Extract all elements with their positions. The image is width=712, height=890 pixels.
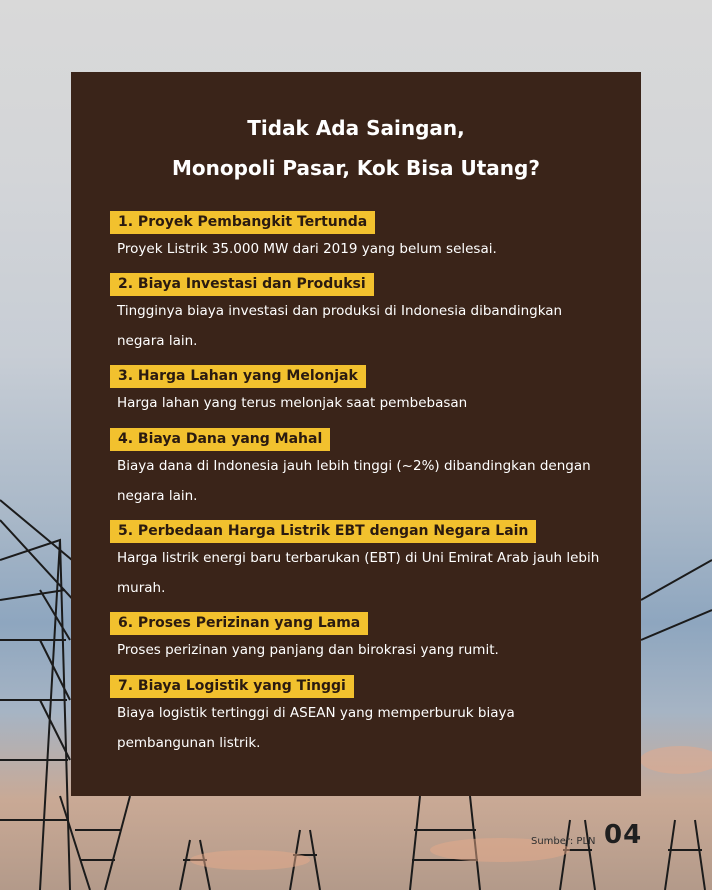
item-description: Harga lahan yang terus melonjak saat pembebasan [117, 395, 468, 411]
source-label: Sumber: PLN [531, 836, 596, 847]
item-heading: 3. Harga Lahan yang Melonjak [110, 365, 366, 388]
list-item [110, 273, 610, 356]
item-heading: 2. Biaya Investasi dan Produksi [110, 273, 374, 296]
page-title [0, 108, 712, 188]
list-item [110, 428, 610, 511]
list-item [110, 675, 610, 758]
item-heading: 7. Biaya Logistik yang Tinggi [110, 675, 354, 698]
item-heading: 6. Proses Perizinan yang Lama [110, 612, 368, 635]
item-description: Proyek Listrik 35.000 MW dari 2019 yang belum selesai. [117, 241, 497, 257]
list-item [110, 520, 610, 603]
list-item [110, 365, 610, 418]
item-heading: 1. Proyek Pembangkit Tertunda [110, 211, 375, 234]
item-heading: 5. Perbedaan Harga Listrik EBT dengan Negara Lain [110, 520, 536, 543]
item-description: Biaya dana di Indonesia jauh lebih tinggi (~2%) dibandingkan dengan negara lain. [117, 458, 591, 504]
list-item [110, 211, 610, 264]
item-description: Tingginya biaya investasi dan produksi di Indonesia dibandingkan negara lain. [117, 303, 563, 349]
title-line-2: Monopoli Pasar, Kok Bisa Utang? [172, 156, 540, 180]
item-description: Proses perizinan yang panjang dan birokrasi yang rumit. [117, 642, 499, 658]
item-description: Harga listrik energi baru terbarukan (EBT) di Uni Emirat Arab jauh lebih murah. [117, 550, 600, 596]
title-line-1: Tidak Ada Saingan, [247, 116, 465, 140]
item-heading: 4. Biaya Dana yang Mahal [110, 428, 330, 451]
item-description: Biaya logistik tertinggi di ASEAN yang memperburuk biaya pembangunan listrik. [117, 705, 515, 751]
page-number: 04 [604, 820, 643, 850]
list-item [110, 612, 610, 665]
